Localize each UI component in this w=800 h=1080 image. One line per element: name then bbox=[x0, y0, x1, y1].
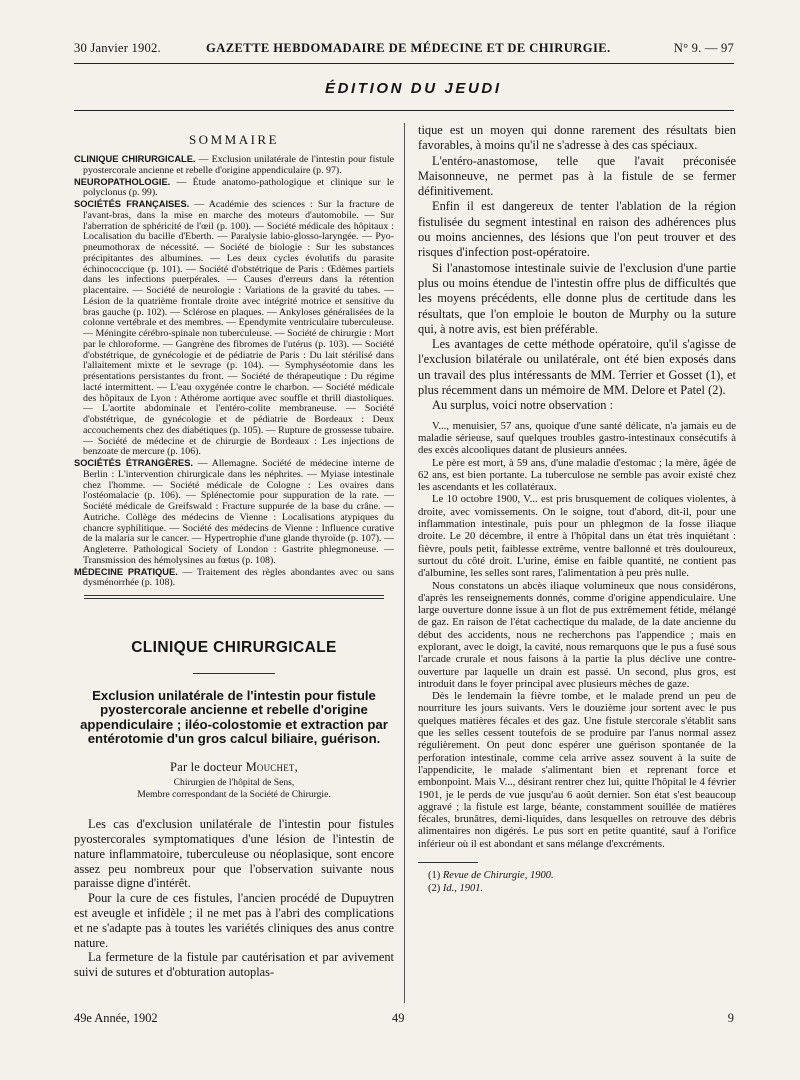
sommaire-text: — Exclusion unilatérale de l'intestin pour fistule pyostercorale ancienne et rebelle d'origine appendiculaire (p. 97). bbox=[83, 154, 394, 176]
right-column bbox=[418, 123, 736, 895]
page-header bbox=[74, 41, 734, 59]
article-body-left bbox=[74, 817, 394, 980]
sommaire-end-rule bbox=[84, 595, 384, 599]
sommaire-entry bbox=[74, 199, 394, 458]
observation-paragraph: Le père est mort, à 59 ans, d'une maladie d'estomac ; la mère, âgée de 62 ans, est bien portante. La tuberculose ne semble pas avoir existé chez les ascendants et les collatéraux. bbox=[418, 456, 736, 494]
sommaire-entry bbox=[74, 154, 394, 177]
sommaire-heading: SOCIÉTÉS FRANÇAISES. bbox=[74, 199, 190, 209]
issue-number: N° 9. — 97 bbox=[673, 41, 734, 55]
footnote-number: (2) bbox=[428, 883, 443, 895]
observation-block bbox=[418, 420, 736, 850]
left-column bbox=[74, 123, 394, 980]
sommaire-entry bbox=[74, 458, 394, 567]
sommaire-text: — Étude anatomo-pathologique et clinique sur le polyclonus (p. 99). bbox=[83, 176, 394, 199]
footnote-number: (1) bbox=[428, 870, 443, 882]
sommaire-entry bbox=[74, 567, 394, 590]
journal-title: GAZETTE HEBDOMADAIRE DE MÉDECINE ET DE CHIRURGIE. bbox=[206, 41, 611, 55]
footnote-rule bbox=[418, 862, 478, 863]
author-prefix: Par le docteur bbox=[170, 760, 246, 775]
issue-date: 30 Janvier 1902. bbox=[74, 41, 161, 55]
footnote bbox=[418, 882, 736, 895]
footnote-text: Revue de Chirurgie, 1900. bbox=[442, 870, 554, 882]
column-divider bbox=[404, 123, 405, 1003]
section-title: CLINIQUE CHIRURGICALE bbox=[131, 639, 337, 656]
body-paragraph: tique est un moyen qui donne rarement des résultats bien favorables, à moins qu'il ne s'adresse à des cas spéciaux. bbox=[418, 123, 736, 153]
sommaire-title: SOMMAIRE bbox=[188, 132, 280, 147]
observation-paragraph: Nous constatons un abcès iliaque volumineux que nous considérons, d'après les renseignements donnés, comme d'origine appendiculaire. Une large ouverture donne issue à un flot de pus extrêmement fétide, mélangé de gaz. En raison de l'état cachectique du malade, de la date ancienne du début des accidents, nous ne recherchons pas l'appendice ; mais en explorant, avec le doigt, la cavité, nous remarquons que le pus a fusé sous l'arcade crurale et nous faisons à la partie la plus déclive une contre-ouverture par laquelle un drain est passé. Un second, plus gros, est introduit dans le foyer principal avec plusieurs mèches de gaze. bbox=[418, 579, 736, 690]
observation-paragraph: Le 10 octobre 1900, V... est pris brusquement de coliques violentes, à droite, avec vomissements. On le soigne, tout d'abord, dit-il, pour une inflammation intestinale, puis pour un phlegmon de la fosse iliaque droite. Le 20 décembre, il entre à l'hôpital dans un état très inquiétant : fièvre, pouls petit, faiblesse extrême, ventre ballonné et très douloureux, surtout du côté droit. L'urine, émise en faible quantité, ne contient pas d'albumine, les selles sont rares, l'alimentation à peu près nulle. bbox=[418, 493, 736, 580]
sommaire-heading: MÉDECINE PRATIQUE. bbox=[74, 566, 178, 577]
footnote bbox=[418, 869, 736, 882]
observation-paragraph: Dès le lendemain la fièvre tombe, et le malade prend un peu de nourriture les jours suivants. Vers le douzième jour sortent avec le pus quelques matières fécales et des gaz. Une fistule stercorale s'établit sans que les selles cessent toutefois de se produire par l'anus normal assez régulièrement. On peut donc espérer une guérison spontanée de la perforation intestinale, comme cela arrive assez souvent à la suite de l'appendicite, le malade s'alimentant bien et reprenant force et embonpoint. Mais V..., désirant rentrer chez lui, quitte l'hôpital le 4 février 1901, je le perds de vue jusqu'au 6 août dernier. Son état s'est beaucoup aggravé ; la fistule est large, béante, constamment souillée de matières fécales, brunâtres, demi-liquides, dans lesquelles on retrouve des débris alimentaires non digérés. Le pus sort en petite quantité, sauf à l'orifice inférieur où il est abondant et sans mélange d'excréments. bbox=[418, 690, 736, 850]
page-number-right: 9 bbox=[727, 1011, 734, 1025]
sommaire-heading: NEUROPATHOLOGIE. bbox=[74, 176, 171, 187]
body-paragraph: Pour la cure de ces fistules, l'ancien procédé de Dupuytren est aveugle et infidèle ; il ne met pas à l'abri des complications et ne s'adapte pas à toutes les variétés cliniques des anus contre nature. bbox=[74, 891, 394, 950]
sommaire-heading: SOCIÉTÉS ÉTRANGÈRES. bbox=[74, 458, 193, 468]
body-paragraph: Au surplus, voici notre observation : bbox=[432, 398, 614, 413]
author-affiliation-1: Chirurgien de l'hôpital de Sens, bbox=[173, 777, 295, 789]
sommaire-text: — Allemagne. Société de médecine interne de Berlin : L'intervention chirurgicale dans les néphrites. — Myiase intestinale chez l'homme. — Société médicale de Cologne : Les ovaires dans l'ostéomalacie (p. 106). — Splénectomie pour suppuration de la rate. — Société médicale de Greifswald : Fracture suppurée de la base du crâne. — Autriche. Collège des médecins de Vienne : Localisations atypiques du chancre syphilitique. — Société des médecins de Vienne : Influence curative de la malaria sur le cancer. — Hypertrophie d'une glande thyroïde (p. 107). — Angleterre. Pathological Society of London : Gastrite phlegmoneuse. — Transmission des hémolysines au fœtus (p. 108). bbox=[83, 458, 394, 566]
author-name: Mouchet, bbox=[245, 760, 298, 775]
edition-label: ÉDITION DU JEUDI bbox=[325, 80, 502, 97]
page-number-center: 49 bbox=[392, 1011, 405, 1025]
volume-year: 49e Année, 1902 bbox=[74, 1011, 158, 1025]
body-paragraph: Les cas d'exclusion unilatérale de l'intestin pour fistules pyostercorales symptomatiques d'une lésion de l'intestin de nature inflammatoire, tuberculeuse ou néoplasique, sont encore assez peu nombreux pour que l'observation suivante nous paraisse digne d'intérêt. bbox=[74, 817, 394, 891]
header-rule bbox=[74, 63, 734, 64]
section-rule bbox=[193, 673, 275, 674]
body-paragraph: L'entéro-anastomose, telle que l'avait préconisée Maisonneuve, ne permet pas à la fistule de se fermer définitivement. bbox=[418, 153, 736, 199]
sommaire-list bbox=[74, 154, 394, 589]
footnote-text: Id., 1901. bbox=[442, 883, 484, 895]
sommaire-text: — Académie des sciences : Sur la fracture de l'avant-bras, dans la mise en marche des moteurs d'automobile. — Sur l'aberration de sphéricité de l'œil (p. 100). — Société médicale des hôpitaux : Localisation du bacille d'Eberth. — Paralysie labio-glosso-laryngée. — Pyo-pneumothorax de nécessité. — Société de biologie : Sur les substances précipitantes des albumines. — Les deux cycles évolutifs du parasite échinococcique (p. 101). — Société d'obstétrique de Paris : Œdèmes partiels dans les infections puerpérales. — Causes d'erreurs dans la rétention placentaire. — Société de neurologie : Variations de la gravité du tabes. — Lésion de la quatrième frontale droite avec intégrité motrice et sensitive du bras gauche (p. 102). — Sclérose en plaques. — Ankyloses généralisées de la colonne vertébrale et des membres. — Ependymite ventriculaire tuberculeuse. — Méningite cérébro-spinale non tuberculeuse. — Société de chirurgie : Mort par le chloroforme. — Gangrène des fibromes de l'utérus (p. 103). — Société d'obstétrique, de gynécologie et de pédiatrie de Paris : Du lait stérilisé dans l'allaitement mixte et le sevrage (p. 104). — Symphyséotomie dans les présentations persistantes du front. — Société de thérapeutique : Du régime lacté intermittent. — L'eau oxygénée contre le charbon. — Société médicale des hôpitaux de Lyon : Athérome aortique avec souffle et thrill diastoliques. — L'aortite abdominale et l'entéro-colite membraneuse. — Société d'obstétrique, de gynécologie et de pédiatrie de Bordeaux : Deux accouchements chez des diabétiques (p. 105). — Rupture de grossesse tubaire. — Société de médecine et de chirurgie de Bordeaux : Les injections de benzoate de mercure (p. 106). bbox=[83, 199, 394, 458]
observation-paragraph: V..., menuisier, 57 ans, quoique d'une santé délicate, n'a jamais eu de maladie sérieuse, sauf quelques troubles gastro-intestinaux consécutifs à des excès alcooliques datant de plusieurs années. bbox=[418, 419, 736, 457]
body-paragraph: La fermeture de la fistule par cautérisation et par avivement suivi de sutures et d'obturation autoplas- bbox=[74, 950, 394, 980]
article-author bbox=[74, 760, 394, 775]
body-paragraph: Si l'anastomose intestinale suivie de l'exclusion d'une partie plus ou moins étendue de l'intestin offre plus de difficultés que les moyens précédents, elle donne plus de certitude dans les résultats, que l'on emploie le bouton de Murphy ou la suture qui, à notre avis, est bien préférable. bbox=[418, 260, 736, 336]
sommaire-text: — Traitement des règles abondantes avec ou sans dysménorrhée (p. 108). bbox=[83, 566, 394, 589]
author-affiliation-2: Membre correspondant de la Société de Chirurgie. bbox=[137, 789, 331, 801]
sommaire-heading: CLINIQUE CHIRURGICALE. bbox=[74, 154, 196, 164]
article-title: Exclusion unilatérale de l'intestin pour fistule pyostercorale ancienne et rebelle d'origine appendiculaire ; iléo-colostomie et extraction par entérotomie d'un gros calcul biliaire, guérison. bbox=[80, 688, 388, 746]
body-paragraph: Les avantages de cette méthode opératoire, qu'il s'agisse de l'exclusion bilatérale ou unilatérale, ont été bien exposés dans un travail des plus intéressants de MM. Terrier et Gosset (1), et plus récemment dans un mémoire de MM. Delore et Patel (2). bbox=[418, 337, 736, 398]
body-paragraph: Enfin il est dangereux de tenter l'ablation de la région fistulisée du segment intestinal en raison des adhérences plus ou moins anciennes, des lésions que l'on peut trouver et des risques d'infection post-opératoire. bbox=[418, 199, 736, 260]
sommaire-entry bbox=[74, 177, 394, 200]
edition-rule bbox=[74, 110, 734, 111]
